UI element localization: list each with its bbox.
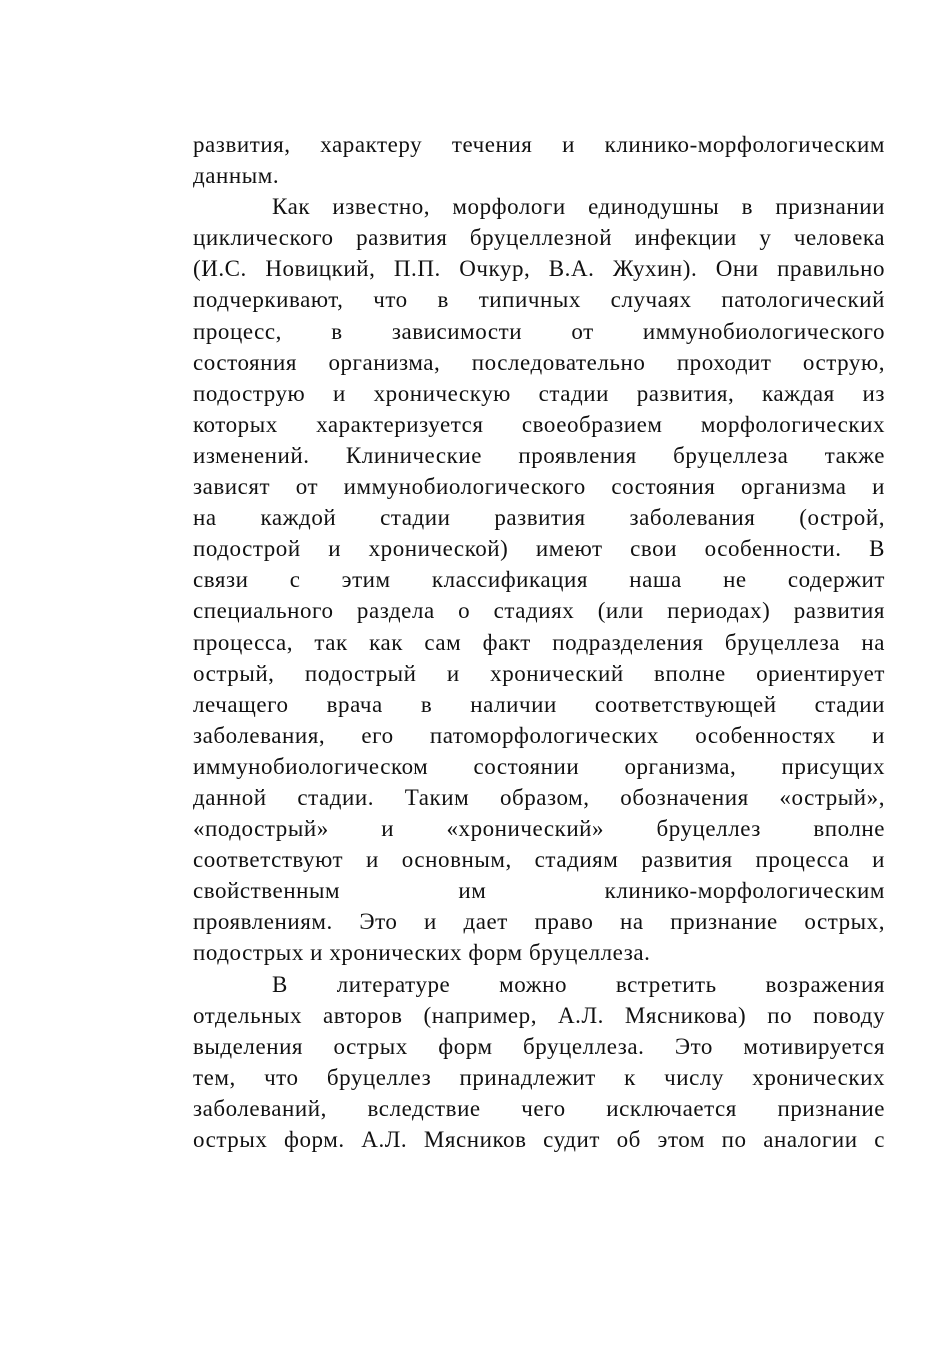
text-line: острый, подострый и хронический вполне ориентирует <box>193 660 885 686</box>
text-line: Как известно, морфологи единодушны в признании <box>272 194 885 220</box>
text-line: данным. <box>193 163 280 189</box>
text-line: которых характеризуется своеобразием морфологических <box>193 411 885 437</box>
text-line: острых форм. А.Л. Мясников судит об этом по аналогии с <box>193 1127 885 1152</box>
text-line: отдельных авторов (например, А.Л. Мясникова) по поводу <box>193 1002 885 1028</box>
text-line: заболеваний, вследствие чего исключается признание <box>193 1095 885 1121</box>
text-line: подострую и хроническую стадии развития, каждая из <box>193 380 885 406</box>
text-line: циклического развития бруцеллезной инфекции у человека <box>193 225 885 251</box>
body-text <box>193 129 885 1155</box>
text-line: данной стадии. Таким образом, обозначения «острый», <box>193 784 885 810</box>
text-line: изменений. Клинические проявления бруцеллеза также <box>193 442 885 468</box>
text-line: соответствуют и основным, стадиям развития процесса и <box>193 847 885 873</box>
text-line: подчеркивают, что в типичных случаях патологический <box>193 287 885 313</box>
text-line: «подострый» и «хронический» бруцеллез вполне <box>193 816 885 842</box>
text-line: подострой и хронической) имеют свои особенности. В <box>193 536 885 562</box>
text-line: (И.С. Новицкий, П.П. Очкур, В.А. Жухин). Они правильно <box>193 256 885 282</box>
text-line: В литературе можно встретить возражения <box>272 971 885 997</box>
text-line: процесса, так как сам факт подразделения бруцеллеза на <box>193 629 885 655</box>
text-line: заболевания, его патоморфологических особенностях и <box>193 722 885 748</box>
text-line: процесс, в зависимости от иммунобиологического <box>193 318 885 344</box>
text-line: на каждой стадии развития заболевания (острой, <box>193 505 885 531</box>
text-line: развития, характеру течения и клинико-морфологическим <box>193 132 885 157</box>
text-line: специального раздела о стадиях (или периодах) развития <box>193 598 885 624</box>
text-line: тем, что бруцеллез принадлежит к числу хронических <box>193 1064 885 1090</box>
text-line: состояния организма, последовательно проходит острую, <box>193 349 885 375</box>
text-line: выделения острых форм бруцеллеза. Это мотивируется <box>193 1033 885 1059</box>
text-line: зависят от иммунобиологического состояния организма и <box>193 474 885 500</box>
text-line: свойственным им клинико-морфологическим <box>193 878 885 904</box>
text-line: подострых и хронических форм бруцеллеза. <box>193 940 651 966</box>
text-line: лечащего врача в наличии соответствующей стадии <box>193 691 885 717</box>
text-line: иммунобиологическом состоянии организма, присущих <box>193 753 885 779</box>
text-line: связи с этим классификация наша не содержит <box>193 567 885 593</box>
text-line: проявлениям. Это и дает право на признание острых, <box>193 909 885 935</box>
